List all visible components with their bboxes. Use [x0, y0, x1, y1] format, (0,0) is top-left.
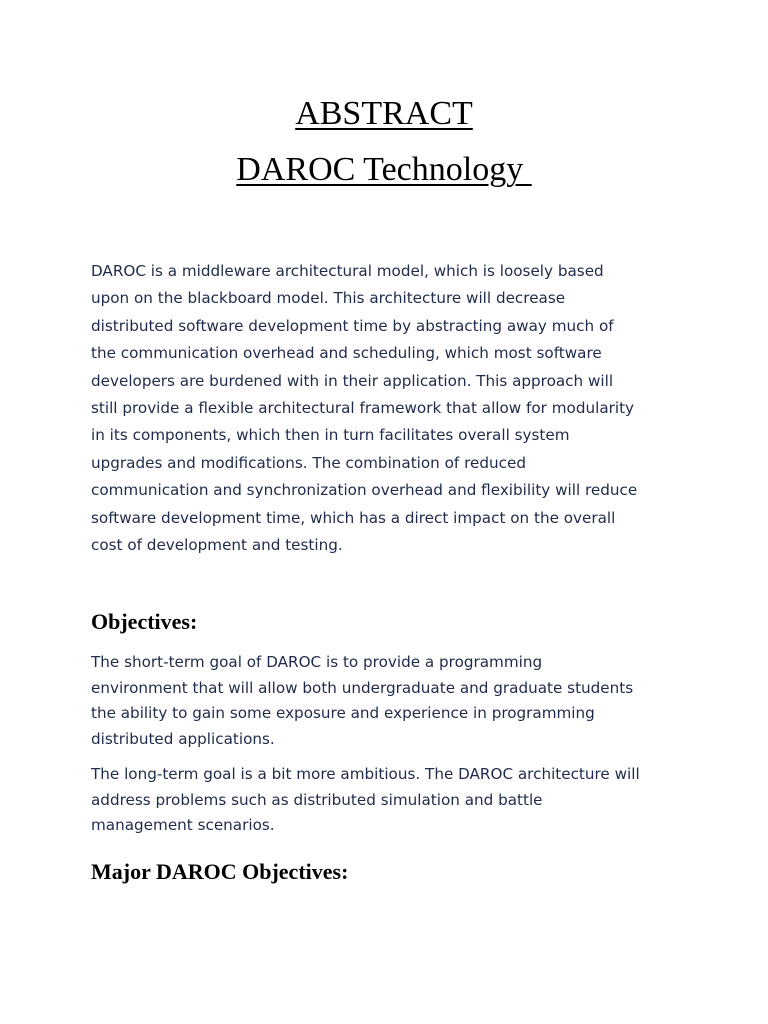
objectives-paragraph-short-term	[91, 650, 691, 752]
abstract-line: still provide a flexible architectural framework that allow for modularity	[91, 399, 635, 418]
abstract-heading-text: ABSTRACT	[295, 95, 473, 132]
abstract-heading	[0, 94, 768, 134]
objectives-line: environment that will allow both undergraduate and graduate students	[91, 678, 634, 697]
objectives-line: distributed applications.	[91, 729, 275, 748]
abstract-line: communication and synchronization overhead and flexibility will reduce	[91, 481, 638, 500]
objectives-line: address problems such as distributed simulation and battle	[91, 790, 543, 809]
major-objectives-heading: Major DAROC Objectives:	[91, 859, 349, 884]
abstract-line: software development time, which has a direct impact on the overall	[91, 508, 616, 527]
objectives-line: the ability to gain some exposure and experience in programming	[91, 704, 595, 722]
objectives-paragraph-long-term	[91, 762, 691, 839]
abstract-line: cost of development and testing.	[91, 536, 343, 555]
document-title	[0, 150, 768, 190]
abstract-paragraph	[91, 258, 691, 559]
abstract-line: upon on the blackboard model. This architecture will decrease	[91, 289, 566, 308]
objectives-line: management scenarios.	[91, 816, 275, 834]
abstract-line: DAROC is a middleware architectural model, which is loosely based	[91, 262, 604, 280]
abstract-line: developers are burdened with in their application. This approach will	[91, 371, 614, 390]
objectives-line: The long-term goal is a bit more ambitious. The DAROC architecture will	[91, 765, 640, 783]
objectives-heading: Objectives:	[91, 609, 198, 634]
objectives-line: The short-term goal of DAROC is to provide a programming	[91, 653, 543, 671]
abstract-line: in its components, which then in turn facilitates overall system	[91, 426, 570, 445]
abstract-line: the communication overhead and scheduling, which most software	[91, 344, 602, 363]
document-title-text: DAROC Technology	[236, 151, 532, 188]
abstract-line: upgrades and modifications. The combination of reduced	[91, 453, 526, 472]
abstract-line: distributed software development time by abstracting away much of	[91, 316, 614, 335]
